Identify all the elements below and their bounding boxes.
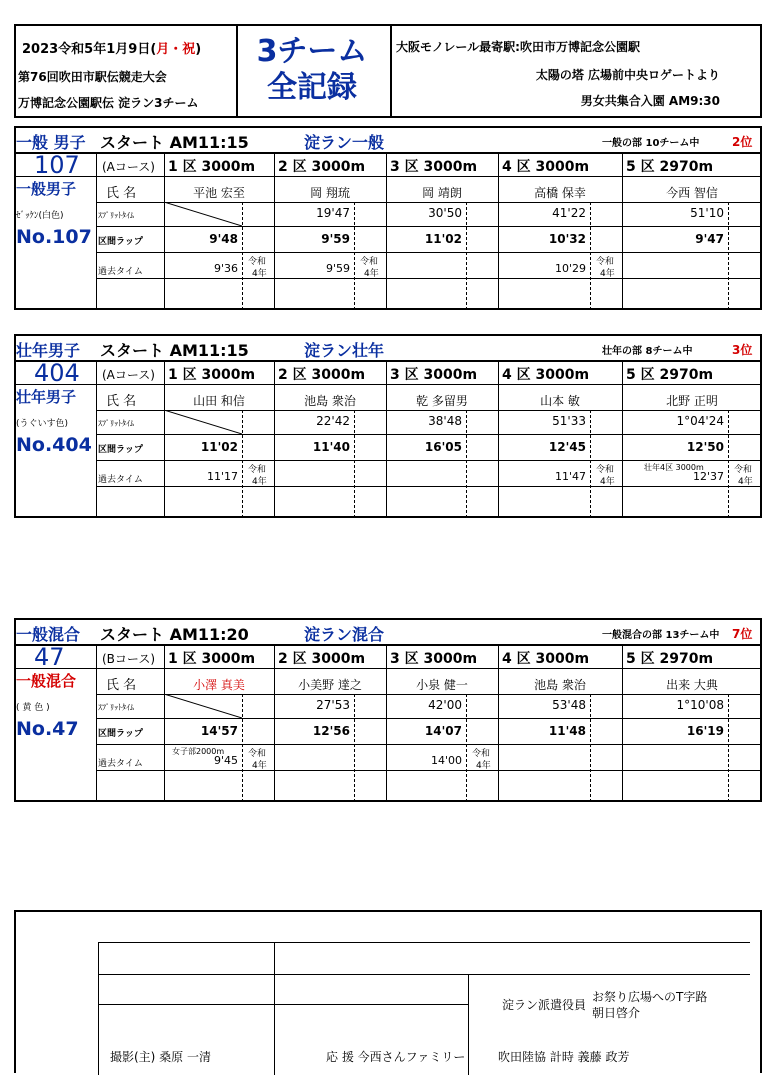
past-note: 壮年4区 3000m xyxy=(644,463,704,472)
runner-name: 平池 宏至 xyxy=(193,186,245,200)
section-header: 2 区 3000m xyxy=(278,159,366,175)
footer-line xyxy=(98,974,750,975)
past-time: 11'47 xyxy=(554,470,586,483)
footer-box xyxy=(14,910,762,1073)
section-header: 2 区 3000m xyxy=(278,651,366,667)
timekeeper: 吹田陸協 計時 義藤 政芳 xyxy=(498,1050,630,1064)
split-time: 53'48 xyxy=(552,698,586,712)
runner-name: 今西 智信 xyxy=(666,186,718,200)
split-time: 19'47 xyxy=(316,206,350,220)
lap-time: 9'59 xyxy=(321,232,350,246)
team-block xyxy=(14,334,762,518)
col-divider xyxy=(164,644,165,802)
col-divider xyxy=(386,360,387,518)
col-divider xyxy=(498,644,499,802)
name-label: 氏 名 xyxy=(106,186,137,201)
col-divider xyxy=(274,152,275,310)
bib-color: ｾﾞｯｹﾝ(白色) xyxy=(16,211,64,221)
row-divider xyxy=(14,668,762,669)
course: (Bコース) xyxy=(102,652,155,666)
lap-time: 11'48 xyxy=(548,724,586,738)
row-divider xyxy=(96,460,762,461)
past-time: 9'45 xyxy=(213,754,238,767)
era-year: 4年 xyxy=(252,761,267,771)
footer-line xyxy=(468,974,469,1075)
team-number: 47 xyxy=(34,643,65,671)
runner-name: 乾 多留男 xyxy=(416,394,468,408)
team-category: 壮年男子 xyxy=(16,341,81,360)
past-time: 11'17 xyxy=(206,470,238,483)
past-note: 女子部2000m xyxy=(172,747,225,756)
col-divider-dashed xyxy=(728,694,729,802)
col-divider-dashed xyxy=(590,202,591,310)
section-header: 2 区 3000m xyxy=(278,367,366,383)
row-divider xyxy=(14,384,762,385)
team-name: 淀ラン混合 xyxy=(304,625,385,644)
era-label: 令和 xyxy=(360,257,379,267)
col-divider xyxy=(498,360,499,518)
lap-time: 12'50 xyxy=(686,440,724,454)
name-label: 氏 名 xyxy=(106,678,137,693)
section-header: 4 区 3000m xyxy=(502,159,590,175)
team-category: 一般 男子 xyxy=(16,133,86,152)
team-rank: 7位 xyxy=(732,627,753,641)
col-divider-dashed xyxy=(354,202,355,310)
era-label: 令和 xyxy=(248,749,267,759)
runner-name: 池島 衆治 xyxy=(534,678,586,692)
past-time: 9'59 xyxy=(325,262,350,275)
bib-number: No.47 xyxy=(16,718,79,740)
lap-time: 9'47 xyxy=(695,232,724,246)
course: (Aコース) xyxy=(102,160,155,174)
team-block xyxy=(14,126,762,310)
event-date: 2023令和5年1月9日(月・祝) xyxy=(22,42,202,57)
runner-name: 小澤 真美 xyxy=(193,678,245,692)
lap-time: 16'19 xyxy=(686,724,724,738)
col-divider xyxy=(498,152,499,310)
footer-line xyxy=(274,942,275,1075)
split-time: 1°04'24 xyxy=(676,414,724,428)
col-divider xyxy=(274,644,275,802)
col-divider xyxy=(164,360,165,518)
split-label: ｽﾌﾟﾘｯﾄﾀｲﾑ xyxy=(98,211,134,220)
split-label: ｽﾌﾟﾘｯﾄﾀｲﾑ xyxy=(98,703,134,712)
start-time: スタート AM11:20 xyxy=(100,625,249,644)
footer-line xyxy=(98,1004,468,1005)
lap-time: 10'32 xyxy=(548,232,586,246)
diagonal-mark xyxy=(164,694,242,718)
title-line1: 3チーム xyxy=(256,34,368,69)
col-divider xyxy=(386,644,387,802)
split-time: 51'33 xyxy=(552,414,586,428)
access-station: 大阪モノレール最寄駅:吹田市万博記念公園駅 xyxy=(396,40,640,54)
footer-line xyxy=(98,942,750,943)
row-divider xyxy=(96,486,762,487)
diagonal-mark xyxy=(164,410,242,434)
runner-name: 出来 大典 xyxy=(666,678,718,692)
col-divider xyxy=(622,152,623,310)
dispatch-place: お祭り広場へのT字路 xyxy=(592,990,708,1004)
split-time: 22'42 xyxy=(316,414,350,428)
section-header: 4 区 3000m xyxy=(502,367,590,383)
col-divider-dashed xyxy=(590,694,591,802)
lap-time: 12'56 xyxy=(312,724,350,738)
past-time: 9'36 xyxy=(213,262,238,275)
split-label: ｽﾌﾟﾘｯﾄﾀｲﾑ xyxy=(98,419,134,428)
past-label: 過去タイム xyxy=(98,475,143,485)
runner-name: 高橋 保幸 xyxy=(534,186,586,200)
col-divider-dashed xyxy=(728,202,729,310)
supporters: 応 援 今西さんファミリー xyxy=(326,1050,466,1064)
lap-time: 11'02 xyxy=(200,440,238,454)
lap-label: 区間ラップ xyxy=(98,237,143,247)
event-venue: 万博記念公園駅伝 淀ラン3チーム xyxy=(18,96,199,110)
meet-place: 太陽の塔 広場前中央ロゲートより xyxy=(535,68,720,82)
era-label: 令和 xyxy=(248,465,267,475)
col-divider xyxy=(164,152,165,310)
col-divider-dashed xyxy=(728,410,729,518)
era-label: 令和 xyxy=(248,257,267,267)
runner-name: 岡 翔琉 xyxy=(310,186,350,200)
section-header: 3 区 3000m xyxy=(390,367,478,383)
section-header: 1 区 3000m xyxy=(168,159,256,175)
split-time: 30'50 xyxy=(428,206,462,220)
lap-time: 9'48 xyxy=(209,232,238,246)
lap-time: 11'40 xyxy=(312,440,350,454)
lap-label: 区間ラップ xyxy=(98,445,143,455)
past-time: 14'00 xyxy=(430,754,462,767)
team-number: 107 xyxy=(34,151,80,179)
row-divider xyxy=(96,434,762,435)
era-year: 4年 xyxy=(252,269,267,279)
event-name: 第76回吹田市駅伝競走大会 xyxy=(18,70,167,84)
team-block xyxy=(14,618,762,802)
era-year: 4年 xyxy=(738,477,753,487)
lap-label: 区間ラップ xyxy=(98,729,143,739)
split-time: 27'53 xyxy=(316,698,350,712)
col-divider xyxy=(274,360,275,518)
section-header: 3 区 3000m xyxy=(390,651,478,667)
col-divider xyxy=(96,152,97,310)
past-label: 過去タイム xyxy=(98,267,143,277)
header-event-box xyxy=(14,24,238,118)
row-divider xyxy=(96,770,762,771)
era-year: 4年 xyxy=(476,761,491,771)
row-divider xyxy=(96,278,762,279)
section-header: 4 区 3000m xyxy=(502,651,590,667)
runner-name: 池島 衆治 xyxy=(304,394,356,408)
split-time: 42'00 xyxy=(428,698,462,712)
split-time: 1°10'08 xyxy=(676,698,724,712)
section-header: 3 区 3000m xyxy=(390,159,478,175)
team-rank: 3位 xyxy=(732,343,753,357)
runner-name: 北野 正明 xyxy=(666,394,718,408)
team-name: 淀ラン一般 xyxy=(304,133,385,152)
section-header: 5 区 2970m xyxy=(626,159,714,175)
col-divider-dashed xyxy=(466,202,467,310)
era-label: 令和 xyxy=(596,257,615,267)
era-year: 4年 xyxy=(600,269,615,279)
category-label: 一般男子 xyxy=(16,180,77,198)
col-divider-dashed xyxy=(354,410,355,518)
era-label: 令和 xyxy=(596,465,615,475)
split-time: 51'10 xyxy=(690,206,724,220)
col-divider-dashed xyxy=(590,410,591,518)
lap-time: 16'05 xyxy=(424,440,462,454)
team-category: 一般混合 xyxy=(16,625,81,644)
col-divider xyxy=(386,152,387,310)
course: (Aコース) xyxy=(102,368,155,382)
bib-color: (うぐいす色) xyxy=(16,419,69,429)
runner-name: 小美野 達之 xyxy=(298,678,362,692)
team-name: 淀ラン壮年 xyxy=(304,341,385,360)
past-label: 過去タイム xyxy=(98,759,143,769)
runner-name: 岡 靖朗 xyxy=(422,186,462,200)
era-year: 4年 xyxy=(600,477,615,487)
team-number: 404 xyxy=(34,359,80,387)
row-divider xyxy=(96,718,762,719)
runner-name: 小泉 健一 xyxy=(416,678,468,692)
photographer: 撮影(主) 桑原 一清 xyxy=(110,1050,211,1064)
lap-time: 11'02 xyxy=(424,232,462,246)
division-summary: 一般混合の部 13チーム中 xyxy=(602,630,720,641)
bib-number: No.107 xyxy=(16,226,92,248)
col-divider-dashed xyxy=(466,694,467,802)
start-time: スタート AM11:15 xyxy=(100,133,249,152)
header-access-box xyxy=(390,24,762,118)
col-divider xyxy=(96,644,97,802)
era-label: 令和 xyxy=(472,749,491,759)
col-divider xyxy=(622,360,623,518)
col-divider-dashed xyxy=(354,694,355,802)
section-header: 1 区 3000m xyxy=(168,651,256,667)
split-time: 38'48 xyxy=(428,414,462,428)
row-divider xyxy=(14,176,762,177)
col-divider xyxy=(622,644,623,802)
division-summary: 壮年の部 8チーム中 xyxy=(602,346,693,357)
dispatch-label: 淀ラン派遣役員 xyxy=(502,998,587,1012)
section-header: 5 区 2970m xyxy=(626,367,714,383)
era-year: 4年 xyxy=(252,477,267,487)
col-divider-dashed xyxy=(242,410,243,518)
era-year: 4年 xyxy=(364,269,379,279)
category-label: 一般混合 xyxy=(16,672,77,690)
diagonal-mark xyxy=(164,202,242,226)
past-time: 12'37 xyxy=(692,470,724,483)
lap-time: 14'07 xyxy=(424,724,462,738)
section-header: 5 区 2970m xyxy=(626,651,714,667)
col-divider xyxy=(96,360,97,518)
split-time: 41'22 xyxy=(552,206,586,220)
row-divider xyxy=(96,252,762,253)
lap-time: 12'45 xyxy=(548,440,586,454)
section-header: 1 区 3000m xyxy=(168,367,256,383)
row-divider xyxy=(96,226,762,227)
title-line2: 全記録 xyxy=(267,70,357,105)
team-rank: 2位 xyxy=(732,135,753,149)
lap-time: 14'57 xyxy=(200,724,238,738)
header-title-box xyxy=(238,24,390,118)
past-time: 10'29 xyxy=(554,262,586,275)
meet-time: 男女共集合入園 AM9:30 xyxy=(580,94,720,108)
start-time: スタート AM11:15 xyxy=(100,341,249,360)
runner-name: 山本 敏 xyxy=(540,394,580,408)
category-label: 壮年男子 xyxy=(16,388,77,406)
row-divider xyxy=(96,744,762,745)
footer-line xyxy=(98,942,99,1075)
runner-name: 山田 和信 xyxy=(193,394,245,408)
col-divider-dashed xyxy=(242,694,243,802)
era-label: 令和 xyxy=(734,465,753,475)
bib-number: No.404 xyxy=(16,434,92,456)
col-divider-dashed xyxy=(466,410,467,518)
col-divider-dashed xyxy=(242,202,243,310)
division-summary: 一般の部 10チーム中 xyxy=(602,138,700,149)
dispatch-person: 朝日啓介 xyxy=(592,1006,641,1020)
bib-color: ( 黄 色 ) xyxy=(16,703,50,713)
name-label: 氏 名 xyxy=(106,394,137,409)
